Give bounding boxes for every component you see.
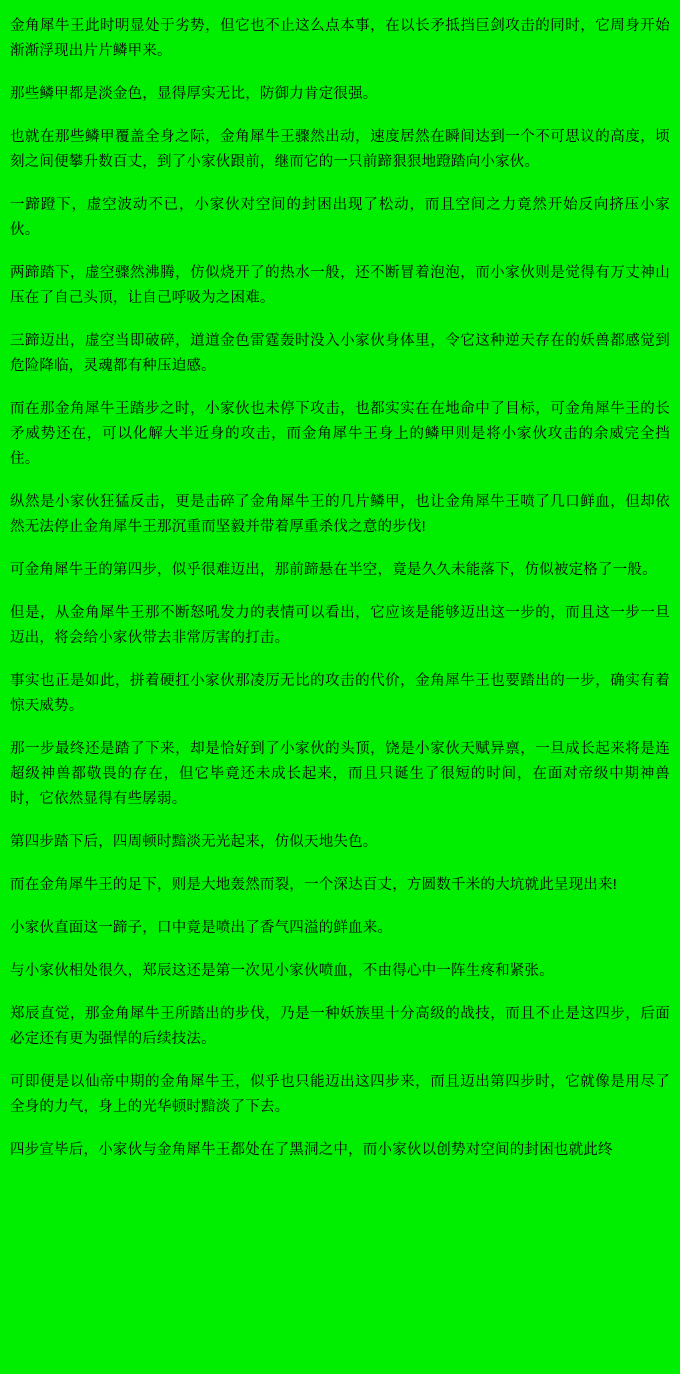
paragraph: 小家伙直面这一蹄子，口中竟是喷出了香气四溢的鲜血来。 <box>10 920 393 936</box>
paragraph: 也就在那些鳞甲覆盖全身之际，金角犀牛王骤然出动，速度居然在瞬间达到一个不可思议的高度，顷刻之间便攀升数百丈，到了小家伙跟前，继而它的一只前蹄狠狠地蹬踏向小家伙。 <box>10 129 670 170</box>
paragraph: 而在金角犀牛王的足下，则是大地轰然而裂，一个深达百丈，方圆数千米的大坑就此呈现出来! <box>10 877 617 893</box>
paragraph: 那些鳞甲都是淡金色，显得厚实无比，防御力肯定很强。 <box>10 86 378 102</box>
paragraph: 而在那金角犀牛王踏步之时，小家伙也未停下攻击，也都实实在在地命中了目标，可金角犀牛王的长矛威势还在，可以化解大半近身的攻击，而金角犀牛王身上的鳞甲则是将小家伙攻击的余威完全挡住。 <box>10 401 670 467</box>
paragraph: 那一步最终还是踏了下来，却是恰好到了小家伙的头顶，饶是小家伙天赋异禀，一旦成长起来将是连超级神兽都敬畏的存在，但它毕竟还未成长起来，而且只诞生了很短的时间，在面对帝级中期神兽时，它依然显得有些孱弱。 <box>10 741 670 807</box>
paragraph: 两蹄踏下，虚空骤然沸腾，仿似烧开了的热水一般，还不断冒着泡泡，而小家伙则是觉得有万丈神山压在了自己头顶，让自己呼吸为之困难。 <box>10 265 670 306</box>
paragraph: 第四步踏下后，四周顿时黯淡无光起来，仿似天地失色。 <box>10 834 378 850</box>
paragraph: 纵然是小家伙狂猛反击，更是击碎了金角犀牛王的几片鳞甲，也让金角犀牛王喷了几口鲜血，但却依然无法停止金角犀牛王那沉重而坚毅并带着厚重杀伐之意的步伐! <box>10 494 670 535</box>
paragraph: 四步宣毕后，小家伙与金角犀牛王都处在了黑洞之中，而小家伙以创势对空间的封困也就此终 <box>10 1142 613 1158</box>
paragraph: 可即便是以仙帝中期的金角犀牛王，似乎也只能迈出这四步来，而且迈出第四步时，它就像是用尽了全身的力气，身上的光华顿时黯淡了下去。 <box>10 1074 670 1115</box>
paragraph: 金角犀牛王此时明显处于劣势，但它也不止这么点本事，在以长矛抵挡巨剑攻击的同时，它周身开始渐渐浮现出片片鳞甲来。 <box>10 18 670 59</box>
paragraph: 与小家伙相处很久，郑辰这还是第一次见小家伙喷血，不由得心中一阵生疼和紧张。 <box>10 963 554 979</box>
paragraph: 郑辰直觉，那金角犀牛王所踏出的步伐，乃是一种妖族里十分高级的战技，而且不止是这四步，后面必定还有更为强悍的后续技法。 <box>10 1006 670 1047</box>
paragraph: 可金角犀牛王的第四步，似乎很难迈出，那前蹄悬在半空，竟是久久未能落下，仿似被定格了一般。 <box>10 562 657 578</box>
paragraph: 事实也正是如此，拼着硬扛小家伙那凌厉无比的攻击的代价，金角犀牛王也要踏出的一步，确实有着惊天威势。 <box>10 673 670 714</box>
paragraph: 三蹄迈出，虚空当即破碎，道道金色雷霆轰时没入小家伙身体里，令它这种逆天存在的妖兽都感觉到危险降临，灵魂都有种压迫感。 <box>10 333 670 374</box>
paragraph: 一蹄蹬下，虚空波动不已，小家伙对空间的封困出现了松动，而且空间之力竟然开始反向挤压小家伙。 <box>10 197 670 238</box>
paragraph: 但是，从金角犀牛王那不断怒吼发力的表情可以看出，它应该是能够迈出这一步的，而且这一步一旦迈出，将会给小家伙带去非常厉害的打击。 <box>10 605 670 646</box>
